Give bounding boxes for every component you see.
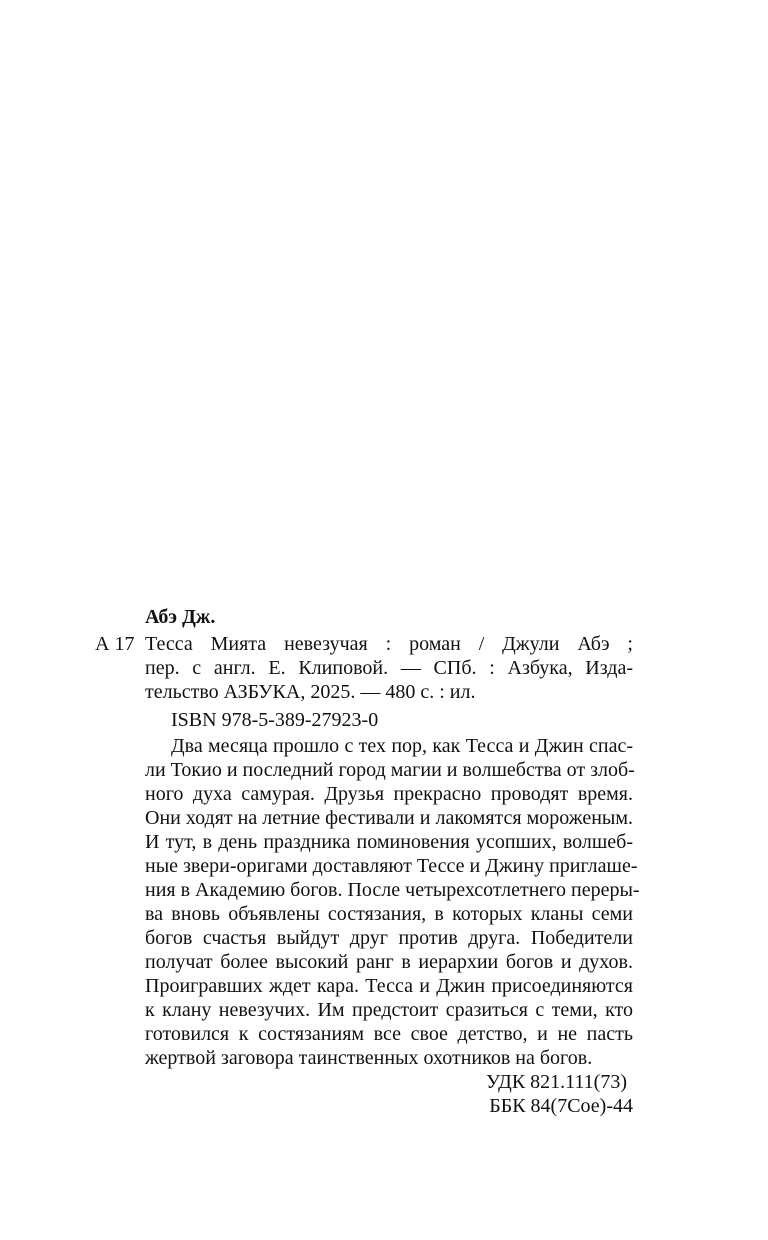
bibliographic-line: Тесса Мията невезучая : роман / Джули Абэ ;	[145, 633, 633, 655]
isbn: ISBN 978-5-389-27923-0	[171, 709, 379, 731]
udk-code: УДК 821.111(73)	[486, 1071, 627, 1093]
annotation-line: к клану невезучих. Им предстоит сразиться с теми, кто	[145, 999, 633, 1021]
annotation-line: Проигравших ждет кара. Тесса и Джин присоединяются	[145, 975, 633, 997]
annotation-line: получат более высокий ранг в иерархии богов и духов.	[145, 951, 633, 973]
annotation-line: ного духа самурая. Друзья прекрасно проводят время.	[145, 783, 633, 805]
annotation-line: ния в Академию богов. После четырехсотлетнего переры-	[145, 879, 640, 901]
annotation-line: Два месяца прошло с тех пор, как Тесса и Джин спас-	[171, 735, 633, 757]
bibliographic-line: тельство АЗБУКА, 2025. — 480 с. : ил.	[145, 681, 476, 703]
annotation-line: жертвой заговора таинственных охотников на богов.	[145, 1047, 593, 1069]
bibliographic-line: пер. с англ. Е. Клиповой. — СПб. : Азбука, Изда-	[145, 657, 633, 679]
annotation-line: ва вновь объявлены состязания, в которых кланы семи	[145, 903, 633, 925]
annotation-line: ли Токио и последний город магии и волшебства от злоб-	[145, 759, 635, 781]
author-heading: Абэ Дж.	[145, 606, 216, 628]
author-code: А 17	[95, 633, 135, 655]
annotation-line: готовился к состязаниям все свое детство, и не пасть	[145, 1023, 633, 1045]
annotation-line: ные звери-оригами доставляют Тессе и Джину приглаше-	[145, 855, 638, 877]
annotation-line: И тут, в день праздника поминовения усопших, волшеб-	[145, 831, 633, 853]
annotation-line: богов счастья выйдут друг против друга. Победители	[145, 927, 633, 949]
bbk-code: ББК 84(7Сое)-44	[489, 1095, 633, 1117]
annotation-line: Они ходят на летние фестивали и лакомятся мороженым.	[145, 807, 633, 829]
